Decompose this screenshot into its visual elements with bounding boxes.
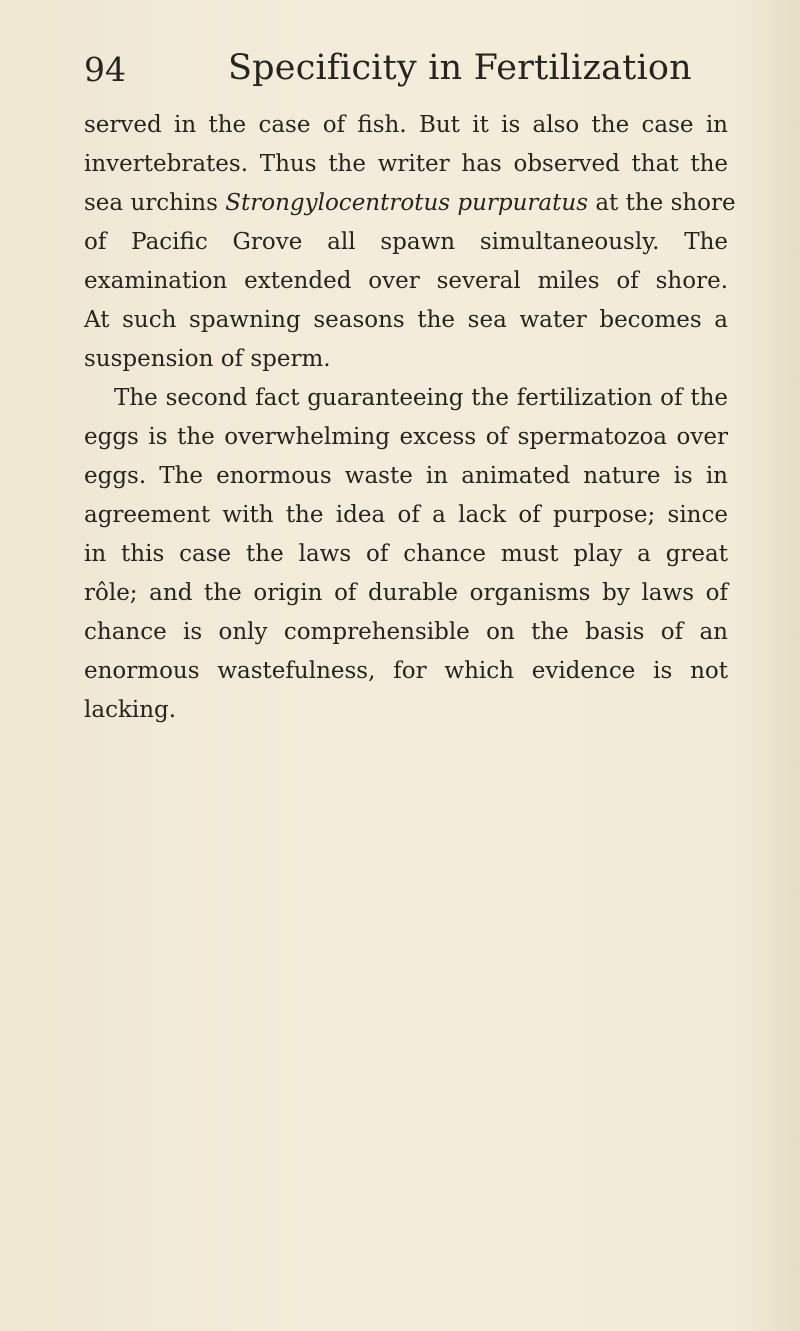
- text-line: eggs is the overwhelming excess of spermatozoa over: [84, 424, 728, 450]
- text-line: At such spawning seasons the sea water becomes a: [84, 307, 728, 333]
- text-line: invertebrates. Thus the writer has observed that the: [84, 151, 728, 177]
- text-fragment: at the shore: [588, 190, 736, 216]
- text-line: of Pacific Grove all spawn simultaneously. The: [84, 229, 728, 255]
- page-header: [84, 46, 724, 96]
- text-line: enormous wastefulness, for which evidence is not: [84, 658, 728, 684]
- text-line: chance is only comprehensible on the basis of an: [84, 619, 728, 645]
- paragraph-2: [84, 379, 728, 730]
- species-name: Strongylocentrotus purpuratus: [225, 190, 589, 216]
- text-line: [84, 184, 736, 223]
- text-line: agreement with the idea of a lack of purpose; since: [84, 502, 728, 528]
- text-line: in this case the laws of chance must play a great: [84, 541, 728, 567]
- text-line: The second fact guaranteeing the fertilization of the: [114, 385, 728, 411]
- body-text: [84, 106, 736, 730]
- page-number: 94: [84, 50, 126, 89]
- running-title: Specificity in Fertilization: [228, 48, 692, 88]
- text-line: rôle; and the origin of durable organisms by laws of: [84, 580, 728, 606]
- text-line: examination extended over several miles of shore.: [84, 268, 728, 294]
- text-line: lacking.: [84, 697, 177, 723]
- paragraph-1: [84, 106, 736, 379]
- text-line: suspension of sperm.: [84, 346, 331, 372]
- text-line: served in the case of fish. But it is also the case in: [84, 112, 728, 138]
- text-line: eggs. The enormous waste in animated nature is in: [84, 463, 728, 489]
- text-fragment: sea urchins: [84, 190, 226, 216]
